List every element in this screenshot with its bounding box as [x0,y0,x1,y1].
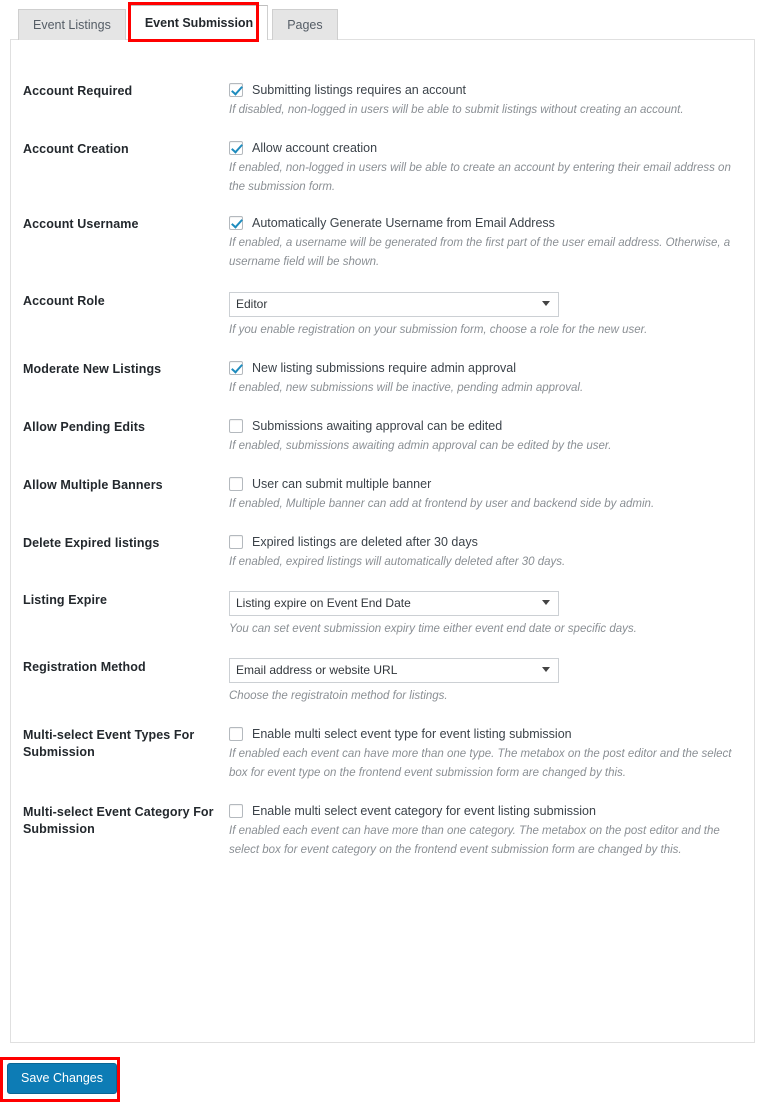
settings-tab-bar [18,5,342,40]
setting-description-listing-expire: You can set event submission expiry time either event end date or specific days. [229,623,637,635]
setting-description-moderate-new-listings: If enabled, new submissions will be inactive, pending admin approval. [229,382,584,394]
select-box-registration-method [229,658,559,683]
select-account-role[interactable] [229,292,559,317]
setting-row-registration-method [11,658,754,706]
checkbox-option-label: User can submit multiple banner [252,477,432,491]
setting-field-moderate-new-listings [229,360,742,398]
setting-label-allow-multiple-banners: Allow Multiple Banners [23,478,163,492]
setting-description-account-required: If disabled, non-logged in users will be able to submit listings without creating an account. [229,104,684,116]
checkbox-option-label: Enable multi select event type for event listing submission [252,727,572,741]
setting-label-delete-expired-listings: Delete Expired listings [23,536,160,550]
setting-description-account-creation: If enabled, non-logged in users will be able to create an account by entering their email address on the submission form. [229,162,731,193]
checkbox-checked-icon[interactable] [229,83,243,97]
setting-row-allow-pending-edits [11,418,754,456]
checkbox-line-multi-select-event-category-for-submission[interactable] [229,803,736,819]
checkbox-unchecked-icon[interactable] [229,804,243,818]
setting-description-allow-pending-edits: If enabled, submissions awaiting admin approval can be edited by the user. [229,440,612,452]
tab-pages[interactable]: Pages [272,9,337,40]
checkbox-line-allow-multiple-banners[interactable] [229,476,736,492]
checkbox-line-multi-select-event-types-for-submission[interactable] [229,726,736,742]
setting-field-account-username [229,215,742,272]
checkbox-line-account-required[interactable] [229,82,736,98]
setting-label-account-username: Account Username [23,217,139,231]
setting-row-account-creation [11,140,754,197]
setting-row-account-username [11,215,754,272]
select-listing-expire[interactable] [229,591,559,616]
tab-event-listings[interactable]: Event Listings [18,9,126,40]
setting-row-listing-expire [11,591,754,639]
setting-label-multi-select-event-category-for-submission: Multi-select Event Category For Submission [23,805,214,836]
setting-field-multi-select-event-category-for-submission [229,803,742,860]
setting-description-delete-expired-listings: If enabled, expired listings will automatically deleted after 30 days. [229,556,566,568]
setting-description-allow-multiple-banners: If enabled, Multiple banner can add at frontend by user and backend side by admin. [229,498,655,510]
setting-field-delete-expired-listings [229,534,742,572]
checkbox-line-allow-pending-edits[interactable] [229,418,736,434]
setting-description-account-role: If you enable registration on your submission form, choose a role for the new user. [229,324,648,336]
select-wrapper-account-role [229,292,736,317]
setting-description-multi-select-event-types-for-submission: If enabled each event can have more than one type. The metabox on the post editor and the select box for event type on the frontend event submission form are changed by this. [229,748,732,779]
checkbox-checked-icon[interactable] [229,141,243,155]
setting-label-listing-expire: Listing Expire [23,593,108,607]
select-wrapper-listing-expire [229,591,736,616]
setting-label-account-creation: Account Creation [23,142,129,156]
setting-row-account-role [11,292,754,340]
checkbox-option-label: Automatically Generate Username from Email Address [252,216,555,230]
checkbox-option-label: New listing submissions require admin approval [252,361,517,375]
setting-field-registration-method [229,658,742,706]
setting-label-account-role: Account Role [23,294,105,308]
settings-panel [10,39,755,1043]
checkbox-option-label: Submissions awaiting approval can be edited [252,419,503,433]
setting-description-registration-method: Choose the registratoin method for listings. [229,690,448,702]
select-wrapper-registration-method [229,658,736,683]
checkbox-line-moderate-new-listings[interactable] [229,360,736,376]
checkbox-unchecked-icon[interactable] [229,419,243,433]
setting-row-allow-multiple-banners [11,476,754,514]
checkbox-option-label: Allow account creation [252,141,378,155]
setting-field-allow-multiple-banners [229,476,742,514]
setting-label-allow-pending-edits: Allow Pending Edits [23,420,146,434]
setting-label-multi-select-event-types-for-submission: Multi-select Event Types For Submission [23,728,195,759]
checkbox-line-delete-expired-listings[interactable] [229,534,736,550]
checkbox-checked-icon[interactable] [229,361,243,375]
settings-row-list [11,40,754,860]
checkbox-option-label: Expired listings are deleted after 30 days [252,535,478,549]
setting-field-account-required [229,82,742,120]
setting-row-delete-expired-listings [11,534,754,572]
setting-field-multi-select-event-types-for-submission [229,726,742,783]
setting-field-listing-expire [229,591,742,639]
setting-description-multi-select-event-category-for-submission: If enabled each event can have more than one category. The metabox on the post editor and the select box for event category on the frontend event submission form are changed by this. [229,825,720,856]
checkbox-checked-icon[interactable] [229,216,243,230]
select-box-listing-expire [229,591,559,616]
setting-label-registration-method: Registration Method [23,660,146,674]
checkbox-line-account-creation[interactable] [229,140,736,156]
save-changes-button[interactable]: Save Changes [7,1063,117,1094]
setting-row-account-required [11,82,754,120]
setting-label-moderate-new-listings: Moderate New Listings [23,362,162,376]
setting-field-account-role [229,292,742,340]
setting-description-account-username: If enabled, a username will be generated from the first part of the user email address. Otherwise, a username field will be shown. [229,237,731,268]
checkbox-unchecked-icon[interactable] [229,477,243,491]
setting-field-allow-pending-edits [229,418,742,456]
checkbox-option-label: Enable multi select event category for event listing submission [252,804,596,818]
checkbox-option-label: Submitting listings requires an account [252,83,467,97]
checkbox-unchecked-icon[interactable] [229,535,243,549]
select-registration-method[interactable] [229,658,559,683]
checkbox-line-account-username[interactable] [229,215,736,231]
setting-field-account-creation [229,140,742,197]
checkbox-unchecked-icon[interactable] [229,727,243,741]
setting-row-multi-select-event-category-for-submission [11,803,754,860]
setting-row-multi-select-event-types-for-submission [11,726,754,783]
tab-event-submission[interactable]: Event Submission [130,5,268,40]
setting-label-account-required: Account Required [23,84,133,98]
setting-row-moderate-new-listings [11,360,754,398]
select-box-account-role [229,292,559,317]
